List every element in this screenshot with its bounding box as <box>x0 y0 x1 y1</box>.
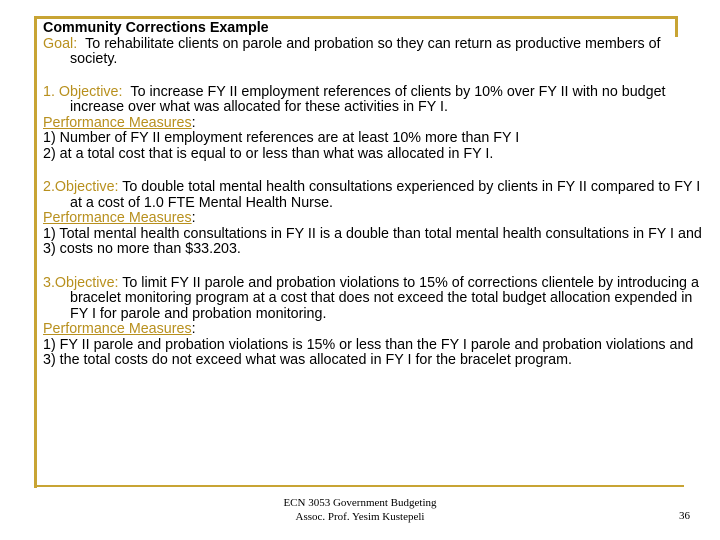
performance-measures-colon: : <box>191 210 196 226</box>
slide-title: Community Corrections Example <box>43 20 269 36</box>
goal-statement <box>43 37 703 68</box>
objective-text: To increase FY II employment references of clients by 10% over FY II with no budget increase over what was allocated for these activities in FY I. <box>70 83 666 115</box>
performance-measures-heading <box>43 116 703 132</box>
page-number: 36 <box>679 510 690 522</box>
footer-author: Assoc. Prof. Yesim Kustepeli <box>295 511 425 523</box>
performance-measures-label: Performance Measures <box>43 210 192 226</box>
objective-block-2 <box>43 180 703 258</box>
objective-statement <box>43 276 703 323</box>
objective-label: 2.Objective: <box>43 179 119 195</box>
measure-item: 1) Number of FY II employment references are at least 10% more than FY I <box>43 130 520 146</box>
objective-statement <box>43 85 703 116</box>
frame-bottom-rule <box>34 485 684 487</box>
footer-course: ECN 3053 Government Budgeting <box>283 497 437 509</box>
measure-item: 2) at a total cost that is equal to or less than what was allocated in FY I. <box>43 145 494 162</box>
objective-label: 3.Objective: <box>43 274 119 291</box>
performance-measures-colon: : <box>191 321 196 337</box>
objective-block-3 <box>43 276 703 369</box>
performance-measures-label: Performance Measures <box>43 114 192 131</box>
measure-item: 1) Total mental health consultations in FY II is a double than total mental health consultations in FY I and <box>43 225 702 242</box>
measure-item: 1) FY II parole and probation violations is 15% or less than the FY I parole and probation violations and <box>43 336 694 353</box>
performance-measures-heading <box>43 211 703 227</box>
objective-text: To limit FY II parole and probation violations to 15% of corrections clientele by introducing a bracelet monitoring program at a cost that does not exceed the total budget allocation expended in FY I for parole and probation monitoring. <box>70 274 699 322</box>
slide-footer <box>0 496 720 524</box>
performance-measures-label: Performance Measures <box>43 321 192 337</box>
objective-block-1 <box>43 85 703 163</box>
objective-statement <box>43 180 703 211</box>
measure-item: 3) costs no more than $33.203. <box>43 241 241 257</box>
performance-measures-colon: : <box>191 114 196 131</box>
frame-left-rule <box>34 16 37 488</box>
goal-label: Goal: <box>43 35 78 52</box>
slide-content <box>43 21 703 369</box>
objective-label: 1. Objective: <box>43 83 123 100</box>
objective-text: To double total mental health consultations experienced by clients in FY II compared to FY I at a cost of 1.0 FTE Mental Health Nurse. <box>70 179 701 211</box>
performance-measures-heading <box>43 322 703 338</box>
frame-top-rule <box>34 16 678 19</box>
measure-item: 3) the total costs do not exceed what was allocated in FY I for the bracelet program. <box>43 352 573 368</box>
goal-text: To rehabilitate clients on parole and probation so they can return as productive members of society. <box>70 35 661 67</box>
